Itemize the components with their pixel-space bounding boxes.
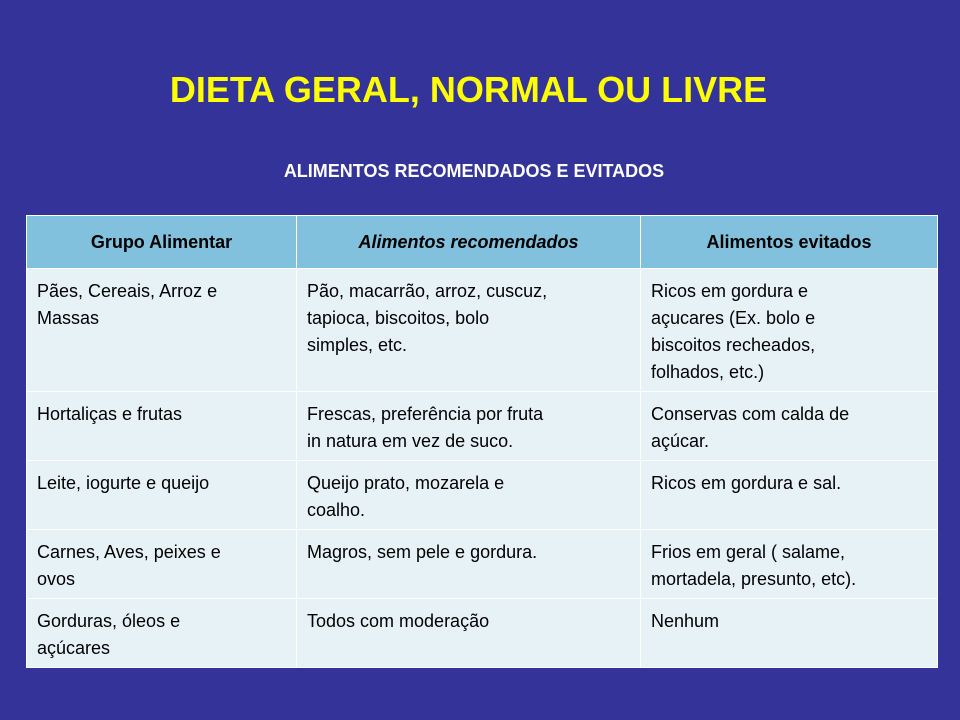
table-row — [27, 530, 938, 599]
header-alimentos-evitados: Alimentos evitados — [641, 216, 938, 269]
table-header — [27, 216, 938, 269]
table-header-row — [27, 216, 938, 269]
table-row — [27, 392, 938, 461]
table-row — [27, 461, 938, 530]
cell-recommended: Magros, sem pele e gordura. — [297, 530, 641, 599]
header-alimentos-recomendados: Alimentos recomendados — [297, 216, 641, 269]
slide-subtitle: ALIMENTOS RECOMENDADOS E EVITADOS — [283, 161, 665, 181]
cell-recommended: Queijo prato, mozarela e coalho. — [297, 461, 641, 530]
table-body — [27, 269, 938, 668]
cell-recommended: Frescas, preferência por fruta in natura em vez de suco. — [297, 392, 641, 461]
cell-group: Gorduras, óleos e açúcares — [27, 599, 297, 668]
cell-group: Carnes, Aves, peixes e ovos — [27, 530, 297, 599]
food-groups-table — [26, 215, 938, 668]
cell-avoided: Ricos em gordura e sal. — [641, 461, 938, 530]
cell-recommended: Todos com moderação — [297, 599, 641, 668]
cell-group: Hortaliças e frutas — [27, 392, 297, 461]
cell-avoided: Ricos em gordura e açucares (Ex. bolo e biscoitos recheados, folhados, etc.) — [641, 269, 938, 392]
table-row — [27, 269, 938, 392]
cell-group: Leite, iogurte e queijo — [27, 461, 297, 530]
table-row — [27, 599, 938, 668]
cell-group: Pães, Cereais, Arroz e Massas — [27, 269, 297, 392]
cell-recommended: Pão, macarrão, arroz, cuscuz, tapioca, biscoitos, bolo simples, etc. — [297, 269, 641, 392]
cell-avoided: Nenhum — [641, 599, 938, 668]
slide-title: DIETA GERAL, NORMAL OU LIVRE — [169, 69, 768, 110]
header-grupo-alimentar: Grupo Alimentar — [27, 216, 297, 269]
cell-avoided: Frios em geral ( salame, mortadela, presunto, etc). — [641, 530, 938, 599]
cell-avoided: Conservas com calda de açúcar. — [641, 392, 938, 461]
